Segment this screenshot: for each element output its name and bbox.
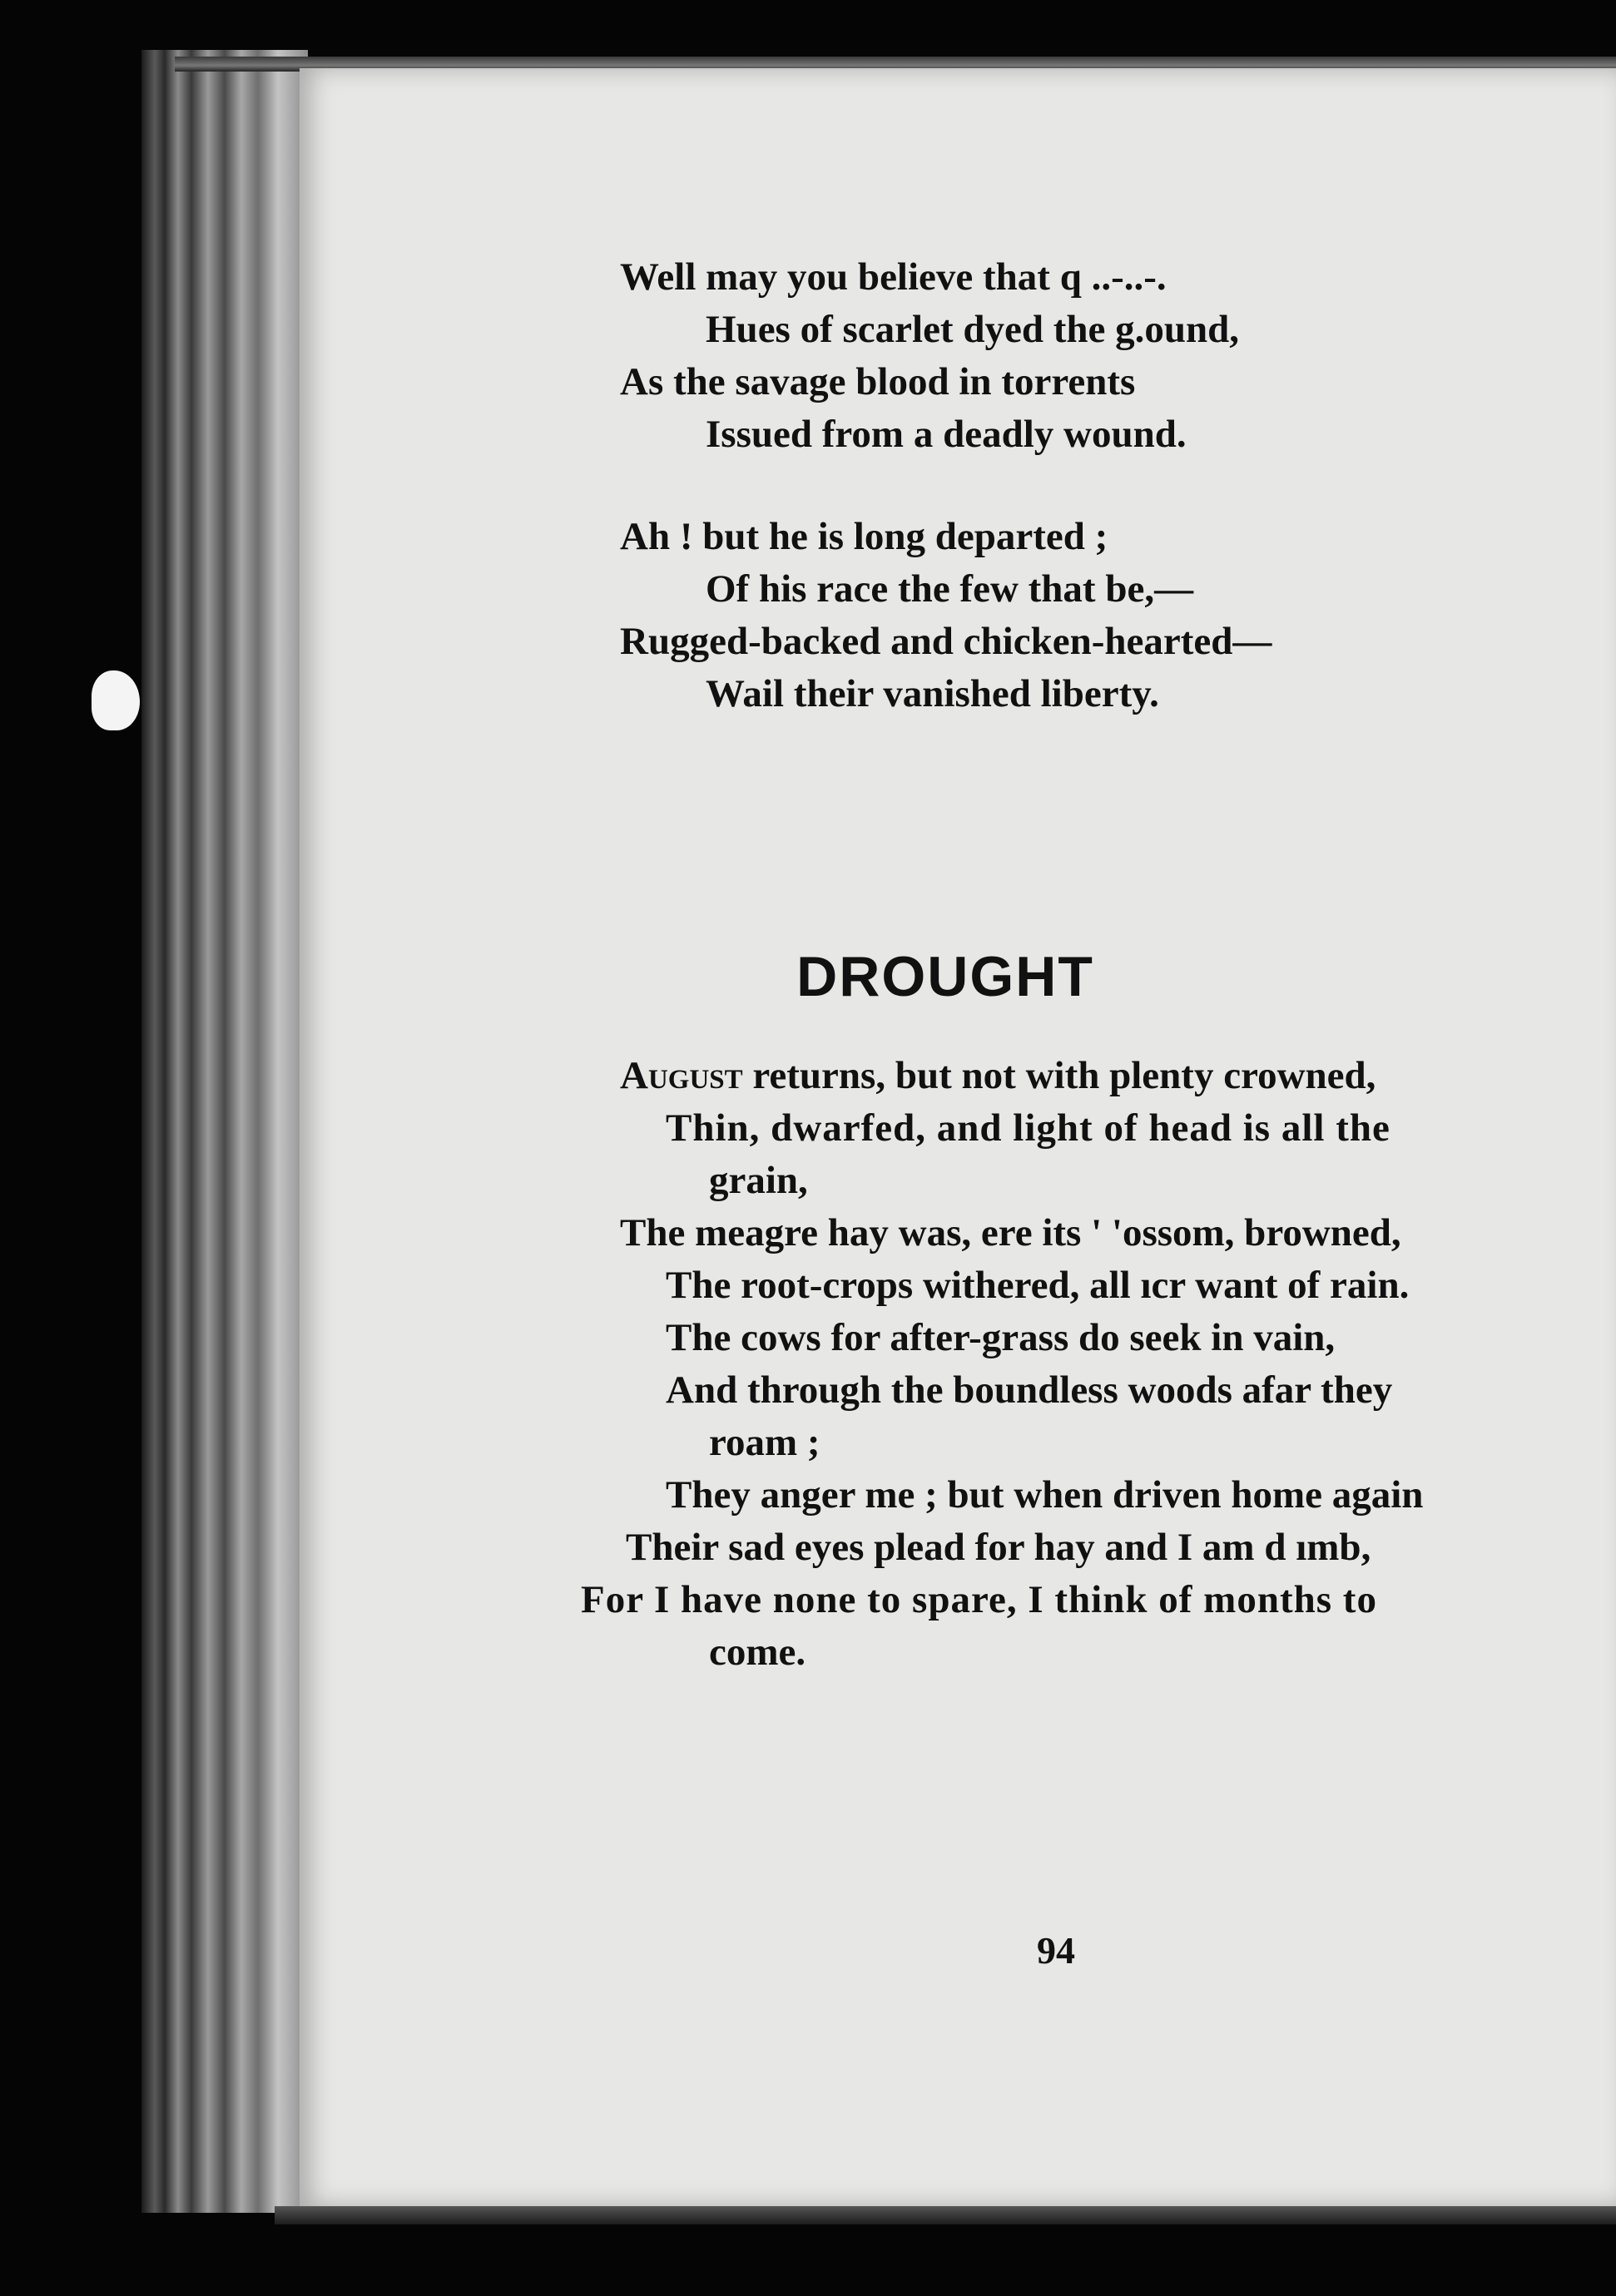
poem-line	[620, 1056, 1376, 1096]
poem-line: Well may you believe that q ..-..-.	[620, 255, 1167, 299]
poem-line: The meagre hay was, ere its ' 'ossom, browned,	[620, 1211, 1401, 1254]
poem-line: Ah ! but he is long departed ;	[620, 515, 1108, 558]
poem-line: come.	[709, 1630, 806, 1674]
poem-line: Rugged-backed and chicken-hearted—	[620, 620, 1272, 663]
poem-line: roam ;	[709, 1421, 820, 1464]
poem-line: The cows for after-grass do seek in vain,	[666, 1316, 1336, 1359]
poem-line: Their sad eyes plead for hay and I am d ımb,	[626, 1526, 1371, 1569]
poem-first-word: August	[620, 1054, 743, 1097]
poem-title: DROUGHT	[796, 945, 1094, 1008]
page-number: 94	[1037, 1929, 1075, 1972]
poem-line: And through the boundless woods afar they	[666, 1368, 1393, 1412]
poem-line: Thin, dwarfed, and light of head is all the	[666, 1106, 1390, 1150]
poem-line: grain,	[709, 1159, 808, 1202]
poem-line: Hues of scarlet dyed the g.ound,	[706, 308, 1240, 351]
poem-line: They anger me ; but when driven home again	[666, 1473, 1424, 1517]
poem-line: Issued from a deadly wound.	[706, 413, 1187, 456]
poem-line: The root-crops withered, all ıcr want of rain.	[666, 1264, 1410, 1307]
poem-line: Of his race the few that be,—	[706, 567, 1194, 611]
poem-line: Wail their vanished liberty.	[706, 672, 1159, 715]
poem-line: As the savage blood in torrents	[620, 360, 1136, 403]
poem-line: For I have none to spare, I think of months to	[581, 1578, 1377, 1621]
poem-line-text: returns, but not with plenty crowned,	[742, 1054, 1376, 1097]
